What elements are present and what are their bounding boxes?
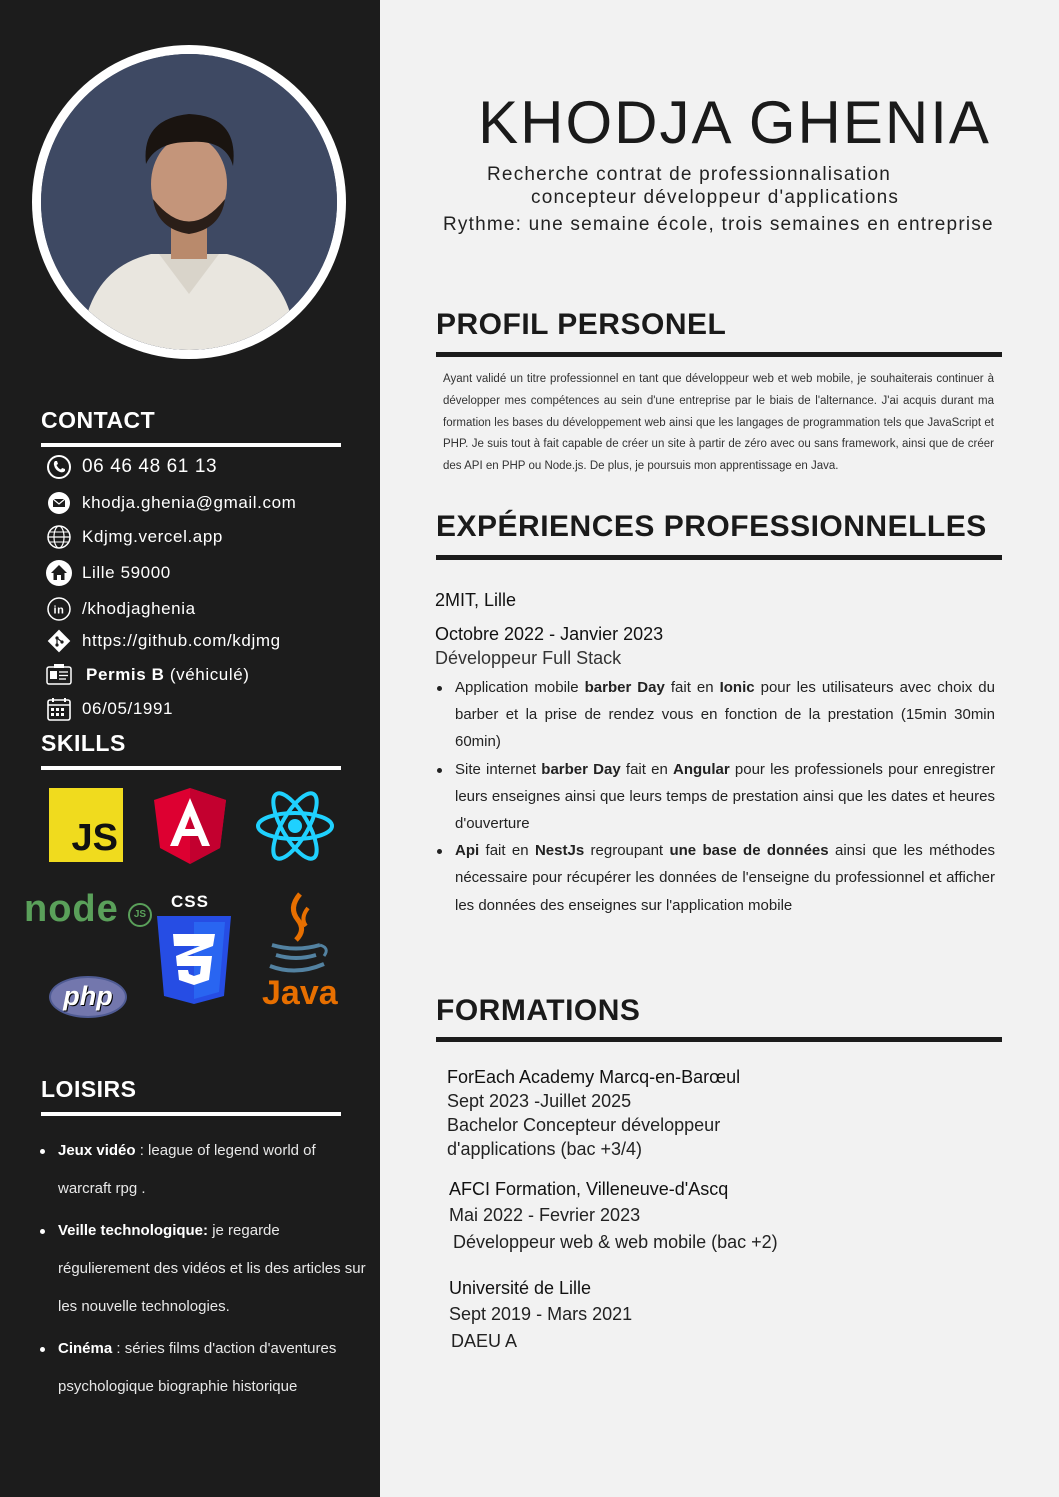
experience-role: Développeur Full Stack <box>435 648 622 668</box>
website-url: Kdjmg.vercel.app <box>82 527 223 546</box>
skills-title: SKILLS <box>41 730 126 756</box>
task-text: Application mobile <box>455 679 585 696</box>
loisir-item <box>58 1132 368 1208</box>
experiences-title: EXPÉRIENCES PROFESSIONNELLES <box>436 510 987 543</box>
angular-logo <box>152 786 228 871</box>
loisir-item-title: Jeux vidéo <box>58 1142 136 1159</box>
birthdate: 06/05/1991 <box>82 699 174 718</box>
subtitle-line-2: concepteur développeur d'applications <box>531 187 900 208</box>
nodejs-logo-label: node <box>24 888 119 930</box>
contact-license <box>44 660 250 690</box>
task-text: Site internet <box>455 760 542 778</box>
task-keyword: NestJs <box>534 842 585 860</box>
linkedin-icon <box>44 594 74 624</box>
driver-license-icon <box>44 660 74 690</box>
nodejs-js-badge: JS <box>128 903 152 927</box>
react-logo <box>254 788 336 869</box>
profile-photo-frame <box>32 45 346 359</box>
contact-city <box>44 558 171 588</box>
experience-task <box>455 674 995 756</box>
formation-degree: DAEU A <box>451 1331 518 1351</box>
profil-divider <box>436 352 1002 357</box>
contact-website[interactable] <box>44 522 223 552</box>
task-text: pour les utilisateurs avec choix du barber et la prise de rendez vous en fonction de la prestation (15min 30min 60min) <box>455 679 995 751</box>
contact-birthdate <box>44 694 173 724</box>
formations-divider <box>436 1037 1002 1042</box>
formation-dates: Sept 2023 -Juillet 2025 <box>447 1091 632 1111</box>
java-logo-label: Java <box>262 974 338 1012</box>
formations-title: FORMATIONS <box>436 994 641 1027</box>
profile-photo <box>41 54 337 350</box>
contact-email[interactable] <box>44 488 296 518</box>
css3-logo-label: CSS <box>171 892 209 911</box>
linkedin-handle: /khodjaghenia <box>82 599 196 618</box>
task-keyword: une base de données <box>669 842 829 860</box>
loisir-item-text: : séries films d'action d'aventures psychologique biographie historique <box>58 1340 337 1395</box>
task-text: pour les professionels pour enregistrer leurs enseignes ainsi que leurs temps de prestation ainsi que les dates et heures d'ouverture <box>455 760 995 833</box>
experiences-divider <box>436 555 1002 560</box>
contact-github[interactable] <box>44 626 281 656</box>
experience-task <box>455 756 995 838</box>
php-logo-label: php <box>63 981 113 1011</box>
nodejs-logo <box>24 888 152 932</box>
formation-school: ForEach Academy Marcq-en-Barœul <box>447 1067 741 1087</box>
loisirs-divider <box>41 1112 341 1116</box>
task-text: fait en <box>620 760 674 778</box>
phone-number: 06 46 48 61 13 <box>82 456 218 477</box>
main-content <box>380 0 1059 1497</box>
formation-degree: Bachelor Concepteur développeur <box>447 1115 721 1135</box>
task-text: fait en <box>479 842 535 860</box>
subtitle-line-1: Recherche contrat de professionnalisation <box>487 164 892 185</box>
contact-divider <box>41 443 341 447</box>
loisir-item-title: Cinéma <box>58 1340 113 1357</box>
task-keyword: Api <box>455 842 480 860</box>
loisir-item <box>58 1330 368 1406</box>
task-keyword: barber Day <box>584 679 665 696</box>
task-keyword: Angular <box>673 760 730 778</box>
home-icon <box>44 558 74 588</box>
loisirs-title: LOISIRS <box>41 1076 137 1102</box>
javascript-logo <box>49 788 123 862</box>
experience-dates: Octobre 2022 - Janvier 2023 <box>435 624 664 644</box>
contact-title: CONTACT <box>41 407 156 433</box>
experience-task <box>455 837 995 919</box>
formation-dates: Mai 2022 - Fevrier 2023 <box>449 1205 641 1225</box>
git-icon <box>44 626 74 656</box>
formation-afci <box>449 1177 778 1254</box>
task-text: regroupant <box>584 842 670 860</box>
loisirs-list <box>38 1132 368 1410</box>
email-icon <box>44 488 74 518</box>
experience-tasks <box>455 674 995 919</box>
loisir-item-title: Veille technologique: <box>58 1222 209 1239</box>
license-type: Permis B <box>86 665 165 684</box>
task-keyword: Ionic <box>719 679 755 696</box>
javascript-logo-label: JS <box>71 817 118 859</box>
formation-school: AFCI Formation, Villeneuve-d'Ascq <box>449 1179 729 1199</box>
formation-foreach <box>447 1065 740 1161</box>
phone-icon <box>44 452 74 482</box>
task-keyword: barber Day <box>541 760 621 778</box>
subtitle-line-3: Rythme: une semaine école, trois semaines en entreprise <box>443 214 994 235</box>
loisir-item <box>58 1212 368 1326</box>
java-logo <box>262 890 338 1015</box>
city: Lille 59000 <box>82 563 171 582</box>
experience-company: 2MIT, Lille <box>435 590 517 610</box>
profil-text: Ayant validé un titre professionnel en tant que développeur web et web mobile, je souhaiterais continuer à développer mes compétences au sein d'une entreprise par le biais de l'alternance. J'ai acquis durant ma formation les bases du développement web ainsi que les langages de programmation tels que JavaScript et PHP. Je suis tout à fait capable de créer un site à partir de zéro avec ou sans framework, ainsi que de créer des API en PHP ou Node.js. De plus, je poursuis mon apprentissage en Java. <box>443 373 994 473</box>
formation-degree: Développeur web & web mobile (bac +2) <box>453 1232 778 1252</box>
github-url: https://github.com/kdjmg <box>82 631 281 650</box>
formation-degree: d'applications (bac +3/4) <box>447 1139 643 1159</box>
formation-dates: Sept 2019 - Mars 2021 <box>449 1304 633 1324</box>
svg-text:in: in <box>53 604 65 617</box>
loisir-item-text: : league of legend world of warcraft rpg . <box>58 1142 316 1197</box>
php-logo <box>49 976 127 1018</box>
skills-divider <box>41 766 341 770</box>
task-text: ainsi que les méthodes nécessaire pour récupérer les données de l'enseigne du professionnel et afficher les données des enseignes sur l'application mobile <box>455 842 995 914</box>
globe-icon <box>44 522 74 552</box>
license-note: (véhiculé) <box>169 665 250 684</box>
task-text: fait en <box>664 679 720 696</box>
candidate-name: KHODJA GHENIA <box>478 89 991 156</box>
sidebar <box>0 0 380 1497</box>
formation-universite <box>449 1276 632 1353</box>
email-address: khodja.ghenia@gmail.com <box>82 493 297 512</box>
profil-title: PROFIL PERSONEL <box>436 308 727 341</box>
loisir-item-text: je regarde régulierement des vidéos et lis des articles sur les nouvelle technologies. <box>58 1222 366 1315</box>
calendar-icon <box>44 694 74 724</box>
contact-linkedin[interactable] <box>44 594 196 624</box>
contact-phone[interactable] <box>44 452 217 482</box>
formation-school: Université de Lille <box>449 1278 592 1298</box>
